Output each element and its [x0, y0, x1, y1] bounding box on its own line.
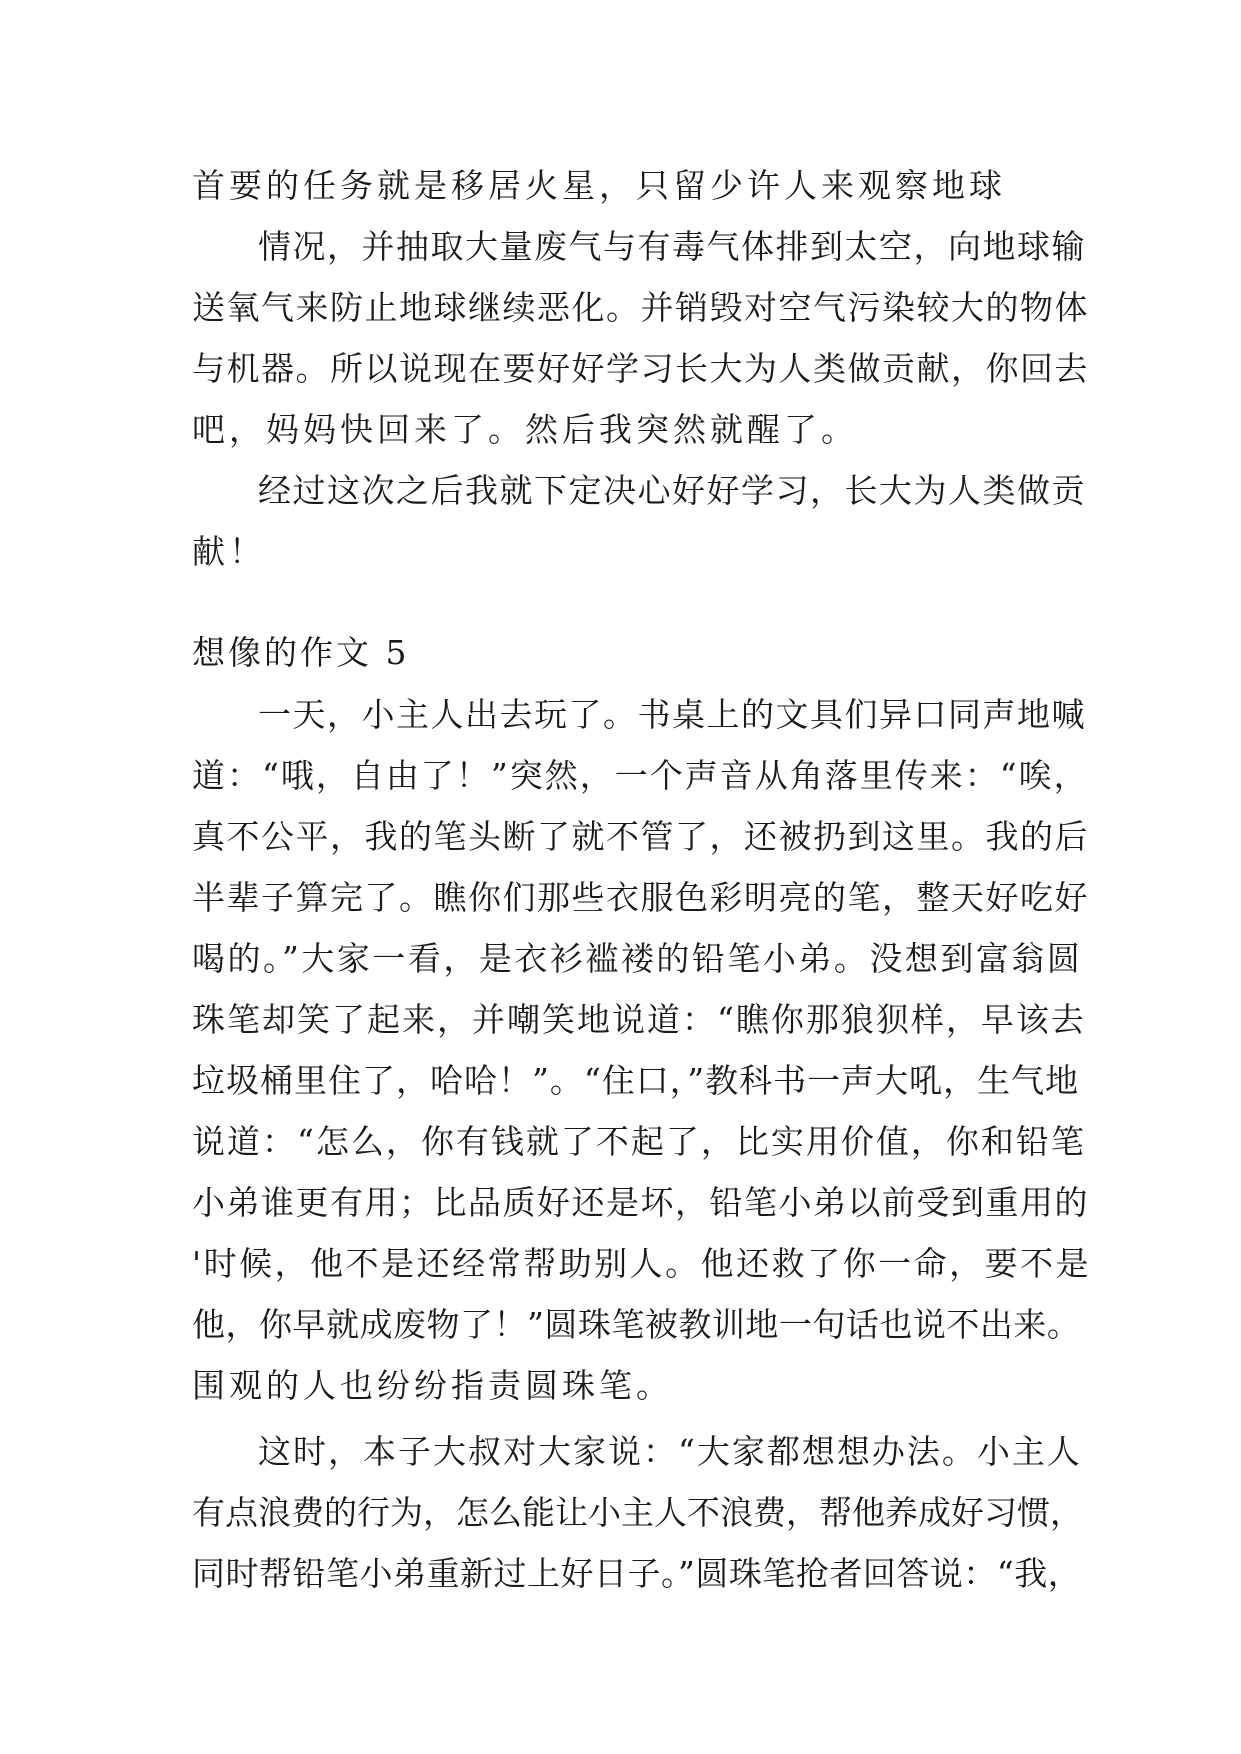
text-line: 围观的人也纷纷指责圆珠笔。	[192, 1366, 673, 1405]
text-line: 半辈子算完了。瞧你们那些衣服色彩明亮的笔，整天好吃好	[192, 878, 1089, 917]
text-line: '时候，他不是还经常帮助别人。他还救了你一命，要不是	[192, 1244, 1092, 1283]
text-line: 吧，妈妈快回来了。然后我突然就醒了。	[192, 410, 858, 449]
text-line: 小弟谁更有用；比品质好还是坏，铅笔小弟以前受到重用的	[192, 1183, 1089, 1222]
text-line: 真不公平，我的笔头断了就不管了，还被扔到这里。我的后	[192, 817, 1089, 856]
text-line: 献！	[192, 532, 266, 571]
text-line: 这时，本子大叔对大家说：“大家都想想办法。小主人	[258, 1432, 1082, 1471]
section-title: 想像的作文 5	[192, 633, 410, 672]
text-line: 同时帮铅笔小弟重新过上好日子。”圆珠笔抢者回答说：“我，	[192, 1554, 1082, 1593]
text-line: 他，你早就成废物了！”圆珠笔被教训地一句话也说不出来。	[192, 1305, 1081, 1344]
text-line: 经过这次之后我就下定决心好好学习，长大为人类做贡	[258, 471, 1086, 510]
text-line: 垃圾桶里住了，哈哈！”。“住口，”教科书一声大吼，生气地	[192, 1061, 1080, 1100]
text-line: 珠笔却笑了起来，并嘲笑地说道：“瞧你那狼狈样，早该去	[192, 1000, 1086, 1039]
text-line: 喝的。”大家一看，是衣衫褴褛的铅笔小弟。没想到富翁圆	[192, 939, 1083, 978]
text-line: 情况，并抽取大量废气与有毒气体排到太空，向地球输	[258, 227, 1086, 266]
text-line: 有点浪费的行为，怎么能让小主人不浪费，帮他养成好习惯，	[192, 1493, 1083, 1532]
text-line: 一天，小主人出去玩了。书桌上的文具们异口同声地喊	[258, 695, 1086, 734]
text-line: 送氧气来防止地球继续恶化。并销毁对空气污染较大的物体	[192, 288, 1089, 327]
text-line: 道：“哦，自由了！”突然，一个声音从角落里传来：“唉，	[192, 756, 1089, 795]
text-line: 说道：“怎么，你有钱就了不起了，比实用价值，你和铅笔	[192, 1122, 1086, 1161]
text-line: 与机器。所以说现在要好好学习长大为人类做贡献，你回去	[192, 349, 1089, 388]
text-line: 首要的任务就是移居火星，只留少许人来观察地球	[192, 166, 1006, 205]
